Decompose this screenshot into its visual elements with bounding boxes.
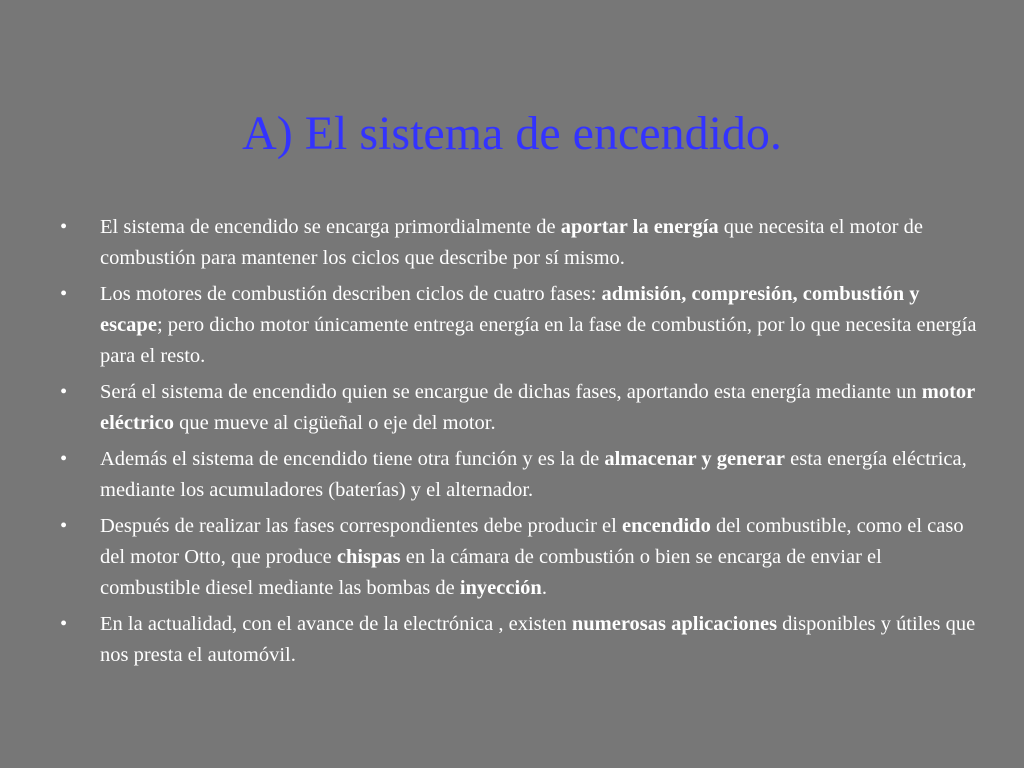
highlight-text: aportar la energía bbox=[560, 216, 719, 238]
bullet-item bbox=[60, 279, 980, 372]
bullet-text: que mueve al cigüeñal o eje del motor. bbox=[173, 412, 496, 434]
highlight-text: encendido bbox=[621, 515, 711, 537]
highlight-text: admisión, compresión, combustión y escape bbox=[100, 283, 920, 336]
bullet-text: En la actualidad, con el avance de la electrónica , existen bbox=[100, 613, 572, 635]
bullet-marker: • bbox=[60, 283, 68, 305]
highlight-text: numerosas aplicaciones bbox=[571, 613, 778, 635]
bullet-text: disponibles y útiles que nos presta el automóvil. bbox=[100, 613, 976, 666]
bullet-item bbox=[60, 212, 980, 274]
bullet-item bbox=[60, 511, 980, 604]
highlight-text: almacenar y generar bbox=[604, 448, 786, 470]
bullet-text: que necesita el motor de combustión para mantener los ciclos que describe por sí mismo. bbox=[100, 216, 923, 269]
bullet-text: Después de realizar las fases correspondientes debe producir el bbox=[100, 515, 622, 537]
bullet-list bbox=[60, 212, 980, 676]
bullet-text: Será el sistema de encendido quien se encargue de dichas fases, aportando esta energía mediante un bbox=[100, 381, 922, 403]
bullet-marker: • bbox=[60, 613, 68, 635]
bullet-text: en la cámara de combustión o bien se encarga de enviar el combustible diesel mediante las bombas de bbox=[100, 546, 882, 599]
bullet-marker: • bbox=[60, 381, 68, 403]
bullet-text: del combustible, como el caso del motor Otto, que produce bbox=[100, 515, 964, 568]
slide-title: A) El sistema de encendido. bbox=[242, 107, 782, 160]
bullet-marker: • bbox=[60, 216, 68, 238]
bullet-item bbox=[60, 377, 980, 439]
bullet-item bbox=[60, 444, 980, 506]
bullet-text: ; pero dicho motor únicamente entrega energía en la fase de combustión, por lo que necesita energía para el resto. bbox=[100, 314, 977, 367]
bullet-text: . bbox=[541, 577, 547, 599]
bullet-text: Los motores de combustión describen ciclos de cuatro fases: bbox=[100, 283, 602, 305]
bullet-text: esta energía eléctrica, mediante los acumuladores (baterías) y el alternador. bbox=[100, 448, 967, 501]
bullet-text: Además el sistema de encendido tiene otra función y es la de bbox=[100, 448, 605, 470]
bullet-marker: • bbox=[60, 448, 68, 470]
highlight-text: motor eléctrico bbox=[100, 381, 975, 434]
highlight-text: inyección bbox=[459, 577, 542, 599]
bullet-item bbox=[60, 609, 980, 671]
bullet-marker: • bbox=[60, 515, 68, 537]
highlight-text: chispas bbox=[336, 546, 401, 568]
bullet-text: El sistema de encendido se encarga primordialmente de bbox=[100, 216, 561, 238]
